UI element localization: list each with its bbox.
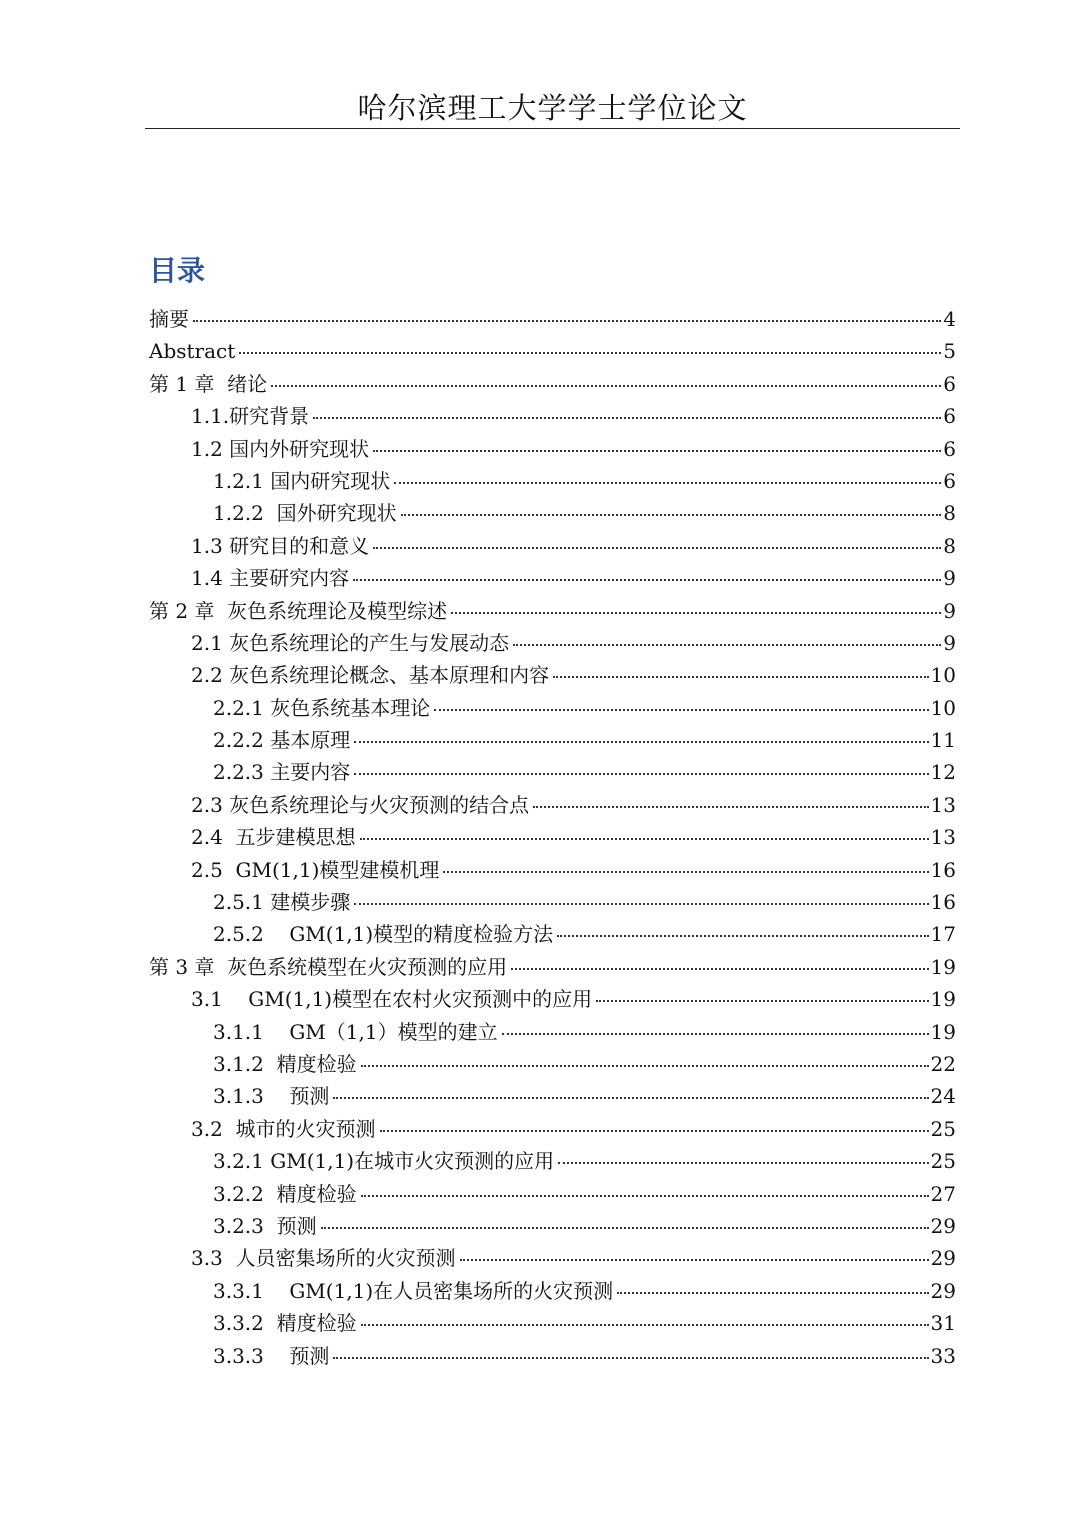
toc-entry-page-number: 4 (943, 307, 956, 331)
toc-dot-leader (361, 1307, 929, 1326)
toc-dot-leader (313, 400, 941, 419)
toc-entry-label: 3.3.2 精度检验 (213, 1311, 357, 1336)
toc-dot-leader (558, 1145, 928, 1164)
toc-dot-leader (596, 983, 928, 1002)
toc-entry-label: 3.1 GM(1,1)模型在农村火灾预测中的应用 (191, 987, 593, 1012)
toc-dot-leader (360, 821, 929, 840)
toc-entry[interactable] (149, 433, 956, 465)
toc-entry[interactable] (149, 789, 956, 821)
toc-dot-leader (434, 692, 928, 711)
toc-entry[interactable] (149, 400, 956, 432)
toc-entry-page-number: 19 (930, 1019, 956, 1044)
toc-entry[interactable] (149, 465, 956, 497)
toc-entry-label: 1.4 主要研究内容 (191, 566, 350, 591)
toc-entry-page-number: 11 (930, 728, 956, 753)
toc-entry[interactable] (149, 562, 956, 594)
toc-dot-leader (354, 756, 928, 775)
toc-dot-leader (394, 465, 941, 484)
toc-entry[interactable] (149, 368, 956, 400)
toc-dot-leader (460, 1242, 929, 1261)
toc-dot-leader (271, 368, 941, 387)
toc-entry[interactable] (149, 659, 956, 691)
toc-entry[interactable] (149, 821, 956, 853)
toc-entry[interactable] (149, 530, 956, 562)
toc-entry-page-number: 8 (943, 501, 956, 526)
toc-dot-leader (333, 1080, 928, 1099)
toc-entry-label: 1.2.1 国内研究现状 (213, 468, 391, 493)
toc-entry-label: 2.5.1 建模步骤 (213, 890, 351, 915)
toc-entry-label: 3.1.3 预测 (213, 1084, 330, 1109)
toc-entry-label: 3.2.2 精度检验 (213, 1181, 357, 1206)
toc-entry-page-number: 10 (930, 663, 956, 688)
toc-entry-page-number: 33 (930, 1343, 956, 1368)
toc-entry[interactable] (149, 1016, 956, 1048)
toc-entry-label: 3.1.2 精度检验 (213, 1051, 357, 1076)
toc-entry-label: 3.2.3 预测 (213, 1213, 317, 1238)
toc-dot-leader (193, 303, 941, 322)
toc-dot-leader (617, 1275, 928, 1294)
toc-entry-page-number: 5 (943, 339, 956, 364)
toc-entry-label: 第 2 章 灰色系统理论及模型综述 (149, 598, 448, 623)
toc-entry-page-number: 12 (930, 760, 956, 785)
toc-dot-leader (533, 789, 928, 808)
toc-dot-leader (353, 562, 941, 581)
toc-entry-label: 2.3 灰色系统理论与火灾预测的结合点 (191, 792, 530, 817)
toc-entry-page-number: 13 (930, 825, 956, 850)
toc-entry-page-number: 31 (930, 1311, 956, 1336)
toc-entry-label: 1.2 国内外研究现状 (191, 436, 370, 461)
toc-entry-page-number: 29 (930, 1213, 956, 1238)
toc-entry[interactable] (149, 627, 956, 659)
header-rule (145, 128, 960, 129)
toc-entry-label: 2.5.2 GM(1,1)模型的精度检验方法 (213, 922, 554, 947)
toc-entry[interactable] (149, 335, 956, 367)
toc-entry-page-number: 24 (930, 1084, 956, 1109)
toc-entry[interactable] (149, 1048, 956, 1080)
toc-entry-label: 2.2 灰色系统理论概念、基本原理和内容 (191, 663, 550, 688)
toc-entry[interactable] (149, 303, 956, 335)
toc-entry[interactable] (149, 1275, 956, 1307)
toc-dot-leader (361, 1048, 929, 1067)
toc-dot-leader (401, 497, 942, 516)
toc-entry-label: 3.3 人员密集场所的火灾预测 (191, 1246, 456, 1271)
toc-entry-page-number: 6 (943, 468, 956, 493)
toc-dot-leader (513, 627, 941, 646)
toc-entry[interactable] (149, 1080, 956, 1112)
toc-entry[interactable] (149, 724, 956, 756)
toc-entry[interactable] (149, 1145, 956, 1177)
toc-entry-page-number: 9 (943, 630, 956, 655)
toc-title: 目录 (149, 254, 206, 287)
toc-entry-page-number: 9 (943, 598, 956, 623)
toc-entry-label: Abstract (149, 339, 236, 364)
toc-entry-label: 3.2 城市的火灾预测 (191, 1116, 376, 1141)
toc-entry-page-number: 27 (930, 1181, 956, 1206)
toc-entry[interactable] (149, 854, 956, 886)
toc-entry-page-number: 22 (930, 1051, 956, 1076)
toc-entry-page-number: 6 (943, 436, 956, 461)
toc-entry-page-number: 19 (930, 954, 956, 979)
toc-entry-label: 2.5 GM(1,1)模型建模机理 (191, 857, 440, 882)
toc-entry-label: 2.4 五步建模思想 (191, 825, 356, 850)
toc-entry[interactable] (149, 1178, 956, 1210)
toc-dot-leader (373, 530, 941, 549)
toc-entry-label: 3.3.3 预测 (213, 1343, 330, 1368)
toc-entry-label: 1.2.2 国外研究现状 (213, 501, 397, 526)
toc-entry[interactable] (149, 918, 956, 950)
toc-dot-leader (511, 951, 928, 970)
toc-dot-leader (239, 335, 941, 354)
toc-dot-leader (354, 724, 928, 743)
toc-dot-leader (333, 1340, 928, 1359)
toc-entry-label: 3.2.1 GM(1,1)在城市火灾预测的应用 (213, 1149, 555, 1174)
toc-entry-page-number: 9 (943, 566, 956, 591)
toc-entry[interactable] (149, 692, 956, 724)
toc-entry-page-number: 29 (930, 1246, 956, 1271)
toc-entry-label: 第 1 章 绪论 (149, 371, 268, 396)
toc-dot-leader (443, 854, 928, 873)
toc-entry-label: 2.1 灰色系统理论的产生与发展动态 (191, 630, 510, 655)
toc-entry-label: 3.1.1 GM（1,1）模型的建立 (213, 1019, 498, 1044)
toc-entry-page-number: 25 (930, 1149, 956, 1174)
toc-entry-page-number: 6 (943, 371, 956, 396)
toc-entry[interactable] (149, 886, 956, 918)
toc-entry[interactable] (149, 1242, 956, 1274)
toc-entry-page-number: 13 (930, 792, 956, 817)
toc-entry[interactable] (149, 1210, 956, 1242)
toc-entry-label: 2.2.2 基本原理 (213, 728, 351, 753)
toc-entry-label: 2.2.3 主要内容 (213, 760, 351, 785)
toc-entry-label: 摘要 (149, 307, 189, 331)
toc-entry[interactable] (149, 1307, 956, 1339)
toc-entry[interactable] (149, 951, 956, 983)
toc-entry[interactable] (149, 1113, 956, 1145)
toc-dot-leader (380, 1113, 929, 1132)
toc-dot-leader (557, 918, 928, 937)
toc-entry-page-number: 16 (930, 890, 956, 915)
toc-entry-label: 1.3 研究目的和意义 (191, 533, 370, 558)
toc-entry-page-number: 8 (943, 533, 956, 558)
toc-dot-leader (373, 433, 941, 452)
toc-entry[interactable] (149, 983, 956, 1015)
toc-dot-leader (321, 1210, 929, 1229)
toc-dot-leader (354, 886, 928, 905)
running-header: 哈尔滨理工大学学士学位论文 (357, 91, 748, 125)
toc-entry-page-number: 25 (930, 1116, 956, 1141)
toc-entry-label: 2.2.1 灰色系统基本理论 (213, 695, 431, 720)
toc-entry[interactable] (149, 756, 956, 788)
toc-dot-leader (553, 659, 928, 678)
toc-entry[interactable] (149, 1340, 956, 1372)
toc-entry-page-number: 17 (930, 922, 956, 947)
toc-entry-page-number: 6 (943, 404, 956, 429)
toc-entry[interactable] (149, 595, 956, 627)
toc-entry-label: 第 3 章 灰色系统模型在火灾预测的应用 (149, 954, 508, 979)
toc-entry-page-number: 16 (930, 857, 956, 882)
toc-entry-page-number: 19 (930, 987, 956, 1012)
toc-dot-leader (451, 595, 941, 614)
toc-entry-label: 3.3.1 GM(1,1)在人员密集场所的火灾预测 (213, 1278, 614, 1303)
toc-entry-page-number: 29 (930, 1278, 956, 1303)
toc-entry-page-number: 10 (930, 695, 956, 720)
toc-dot-leader (361, 1178, 929, 1197)
toc-entry-label: 1.1.研究背景 (191, 404, 310, 429)
toc-entry[interactable] (149, 497, 956, 529)
toc-dot-leader (502, 1016, 929, 1035)
table-of-contents (149, 303, 956, 1372)
